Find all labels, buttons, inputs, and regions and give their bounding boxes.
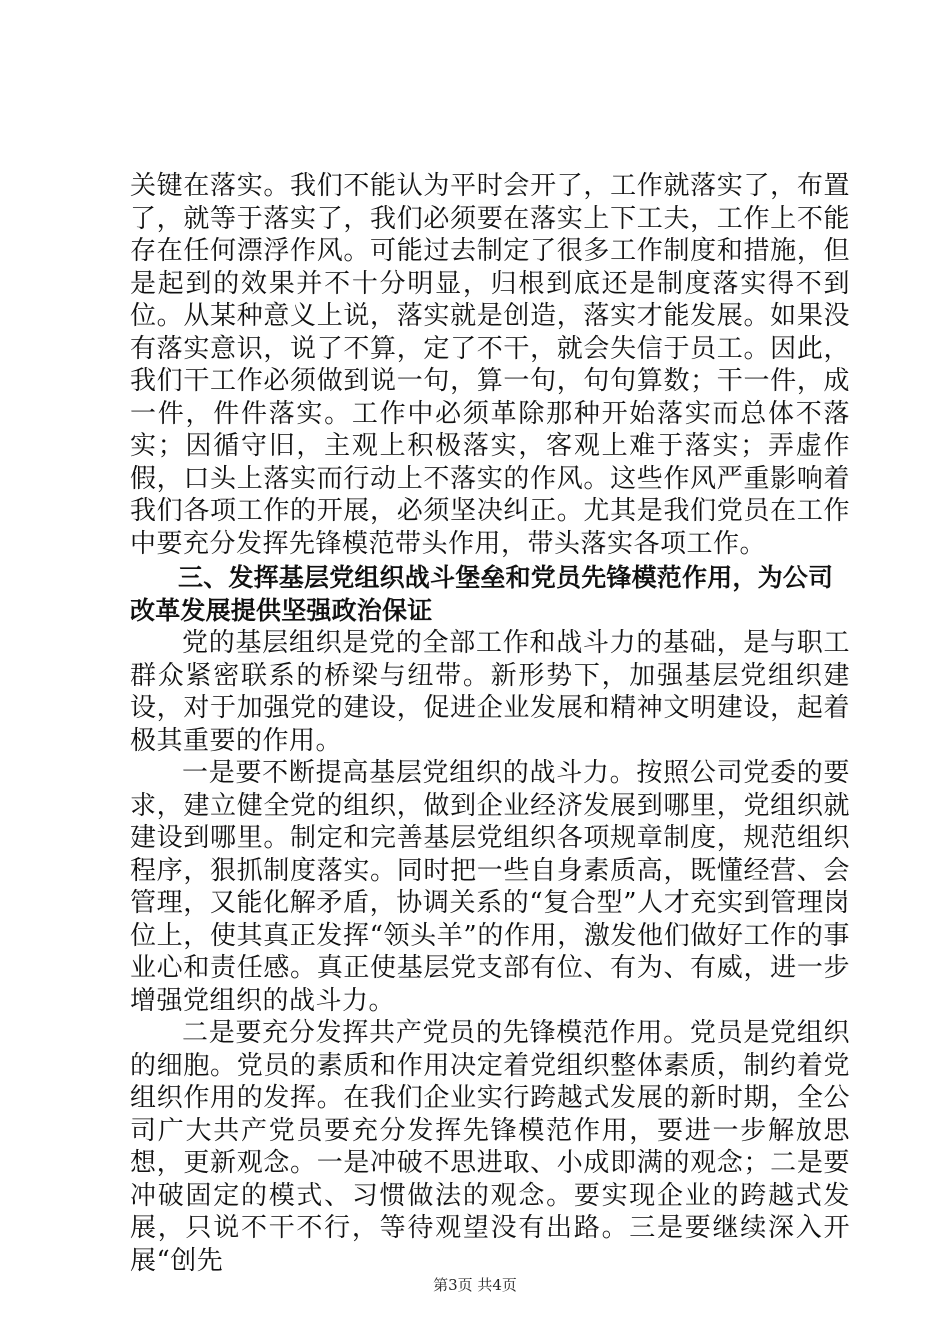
body-paragraph-4: 二是要充分发挥共产党员的先锋模范作用。党员是党组织的细胞。党员的素质和作用决定着党组织整体素质，制约着党组织作用的发挥。在我们企业实行跨越式发展的新时期，全公司广大共产党员要充分发挥先锋模范作用，要进一步解放思想，更新观念。一是冲破不思进取、小成即满的观念；二是要冲破固定的模式、习惯做法的观念。要实现企业的跨越式发展，只说不干不行，等待观望没有出路。三是要继续深入开展“创先 <box>130 1018 850 1276</box>
body-paragraph-1: 关键在落实。我们不能认为平时会开了，工作就落实了，布置了，就等于落实了，我们必须要在落实上下工夫，工作上不能存在任何漂浮作风。可能过去制定了很多工作制度和措施，但是起到的效果并不十分明显，归根到底还是制度落实得不到位。从某种意义上说，落实就是创造，落实才能发展。如果没有落实意识，说了不算，定了不干，就会失信于员工。因此，我们干工作必须做到说一句，算一句，句句算数；干一件，成一件，件件落实。工作中必须革除那种开始落实而总体不落实；因循守旧，主观上积极落实，客观上难于落实；弄虚作假，口头上落实而行动上不落实的作风。这些作风严重影响着我们各项工作的开展，必须坚决纠正。尤其是我们党员在工作中要充分发挥先锋模范带头作用，带头落实各项工作。 <box>130 171 850 559</box>
document-page <box>130 170 850 1277</box>
page-number-footer: 第3页 共4页 <box>433 1276 517 1294</box>
body-paragraph-2: 党的基层组织是党的全部工作和战斗力的基础，是与职工群众紧密联系的桥梁与纽带。新形势下，加强基层党组织建设，对于加强党的建设，促进企业发展和精神文明建设，起着极其重要的作用。 <box>130 628 850 756</box>
body-paragraph-3: 一是要不断提高基层党组织的战斗力。按照公司党委的要求，建立健全党的组织，做到企业经济发展到哪里，党组织就建设到哪里。制定和完善基层党组织各项规章制度，规范组织程序，狠抓制度落实。同时把一些自身素质高，既懂经营、会管理，又能化解矛盾，协调关系的“复合型”人才充实到管理岗位上，使其真正发挥“领头羊”的作用，激发他们做好工作的事业心和责任感。真正使基层党支部有位、有为、有威，进一步增强党组织的战斗力。 <box>130 758 850 1016</box>
section-heading-3: 三、发挥基层党组织战斗堡垒和党员先锋模范作用，为公司改革发展提供坚强政治保证 <box>130 563 834 625</box>
